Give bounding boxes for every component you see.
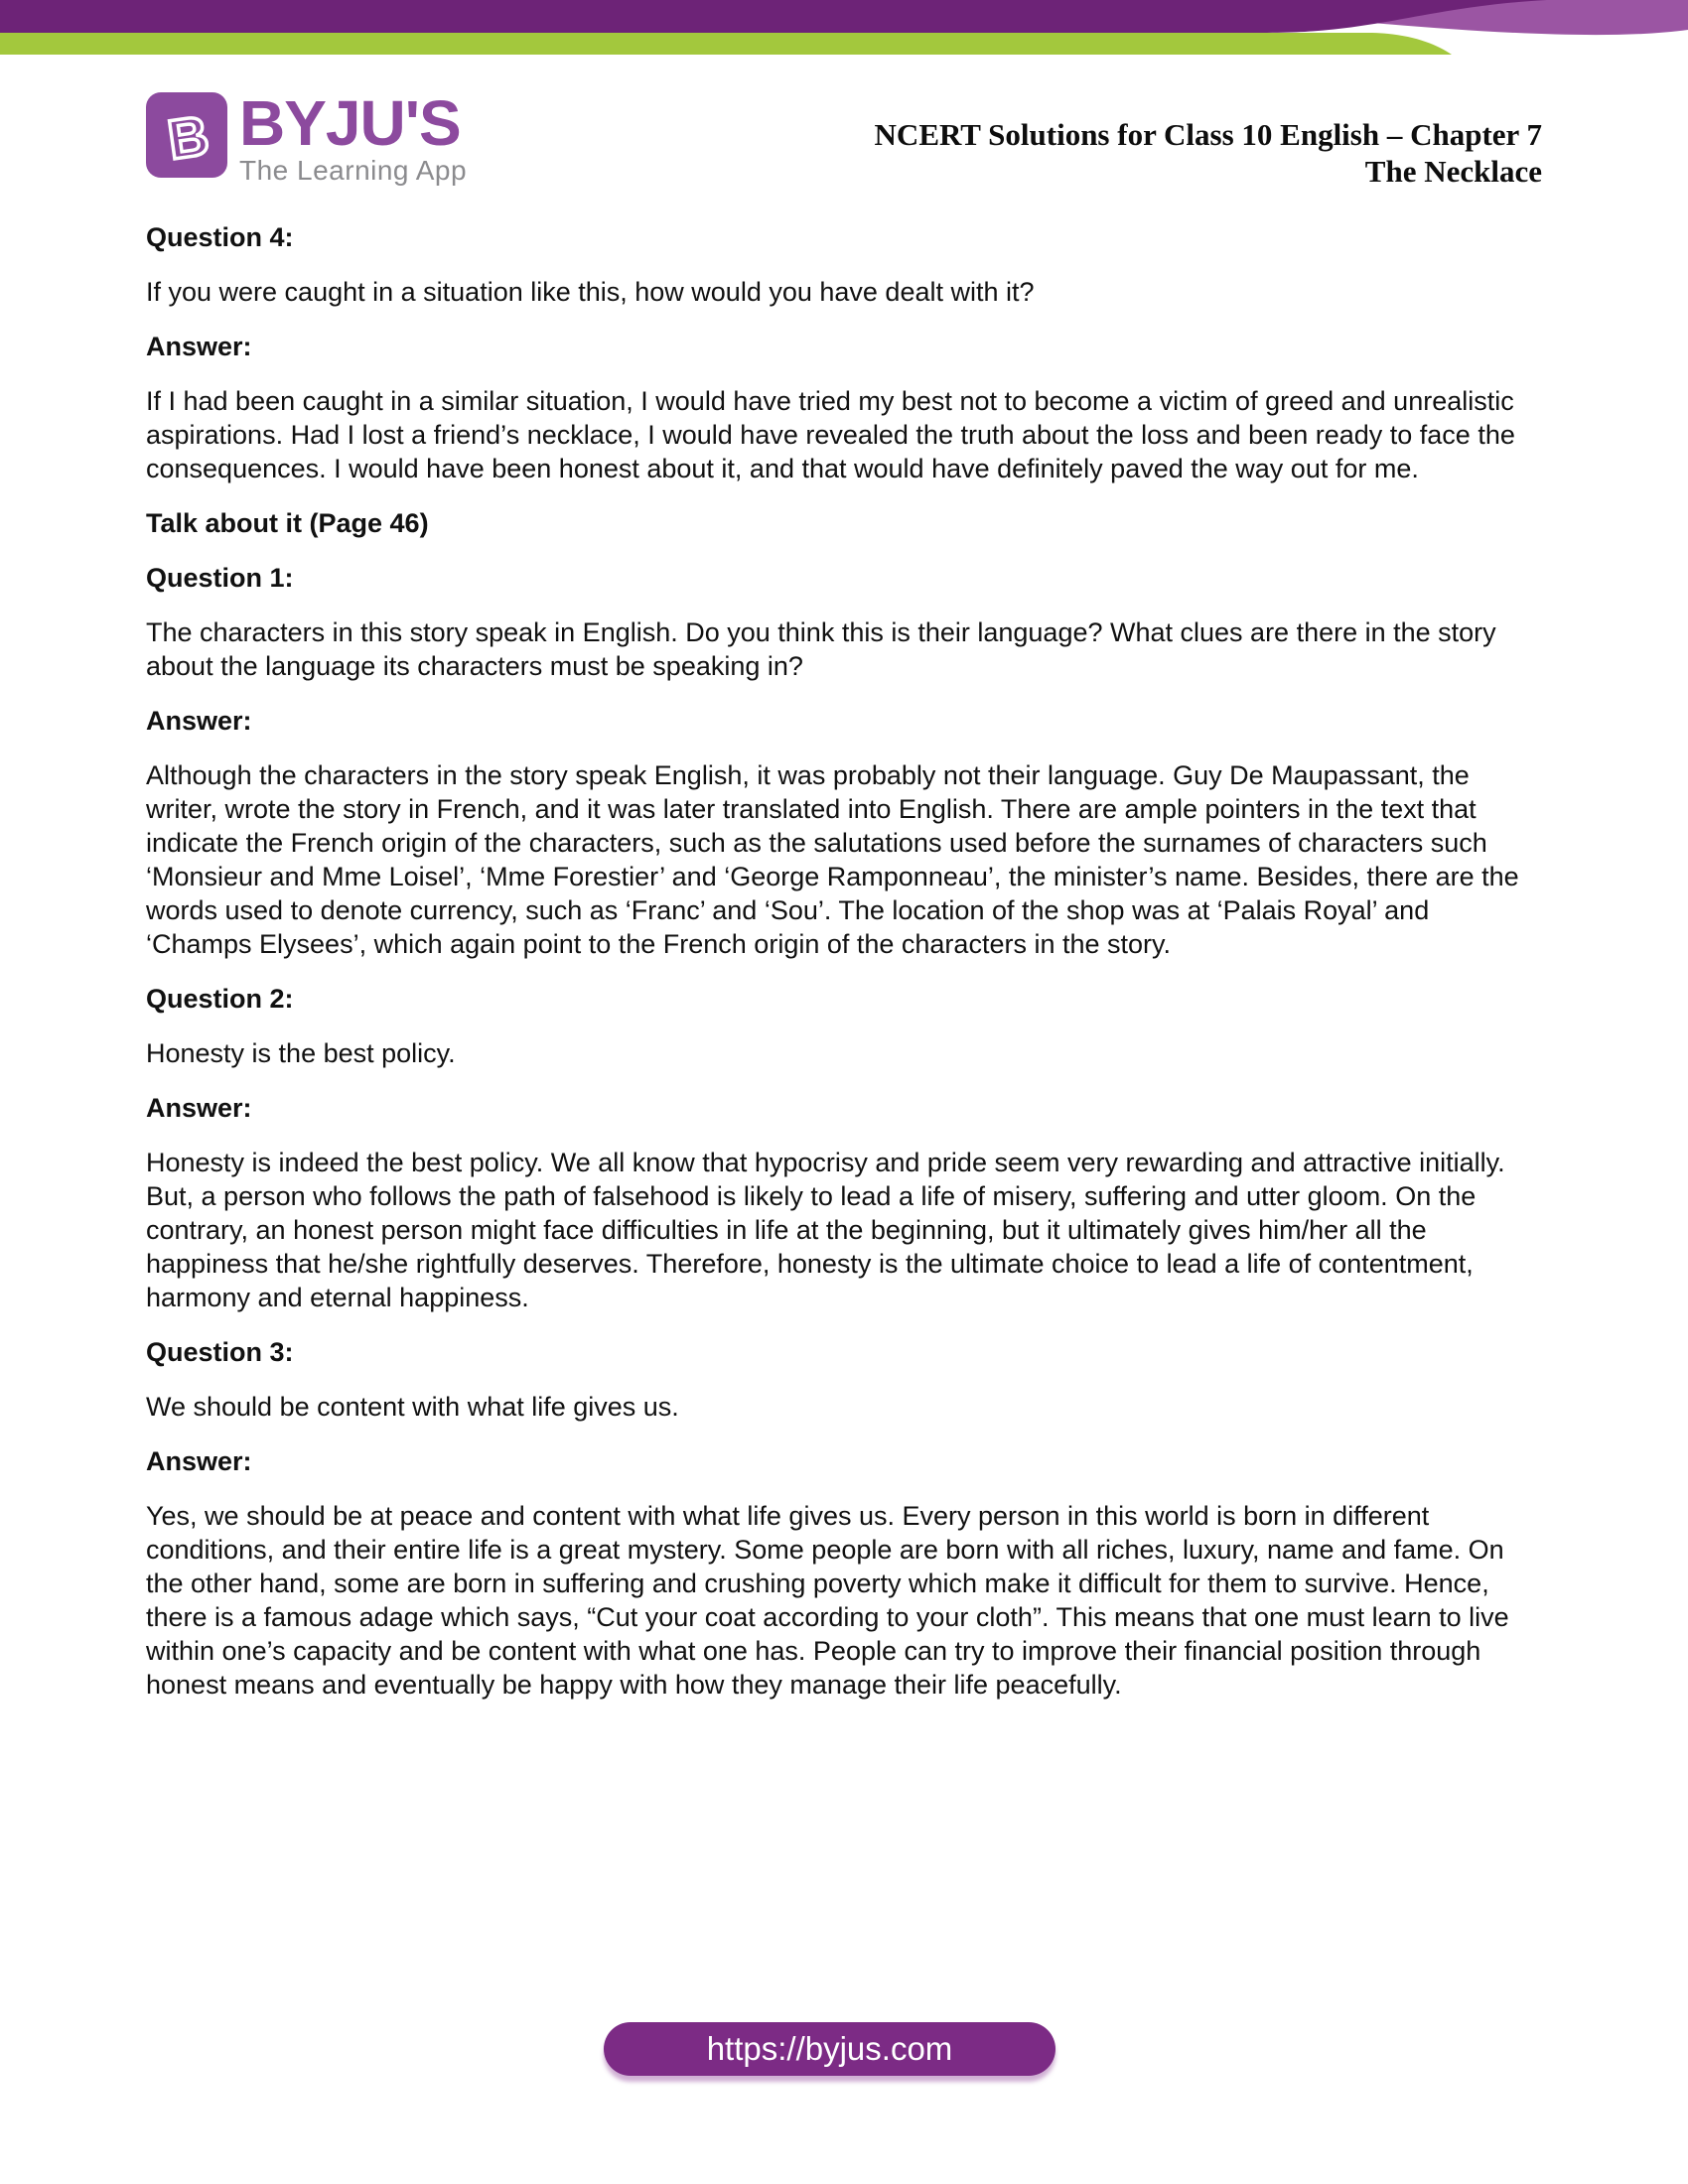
svg-text:B: B [164, 103, 212, 172]
byjus-url-link[interactable]: https://byjus.com [604, 2022, 1055, 2076]
question-text: Honesty is the best policy. [146, 1038, 456, 1068]
answer-heading: Answer: [146, 1093, 252, 1123]
brand-tagline: The Learning App [239, 155, 468, 186]
answer-heading: Answer: [146, 706, 252, 736]
question-text: We should be content with what life gives us. [146, 1392, 679, 1422]
document-body [146, 220, 1542, 1722]
document-title [875, 116, 1542, 190]
question-heading: Question 1: [146, 563, 294, 593]
answer-heading: Answer: [146, 332, 252, 361]
logo-text [239, 87, 468, 186]
document-title-line1: NCERT Solutions for Class 10 English – Chapter 7 [874, 117, 1542, 152]
header-swoosh-decoration [0, 0, 1688, 89]
answer-paragraph: Although the characters in the story speak English, it was probably not their language. Guy De Maupassant, the writer, wrote the story in French, and it was later translated into English. There are ample pointers in the text that indicate the French origin of the characters, such as the salutations used before the surnames of characters such ‘Monsieur and Mme Loisel’, ‘Mme Forestier’ and ‘George Ramponneau’, the minister’s name. Besides, there are the words used to denote currency, such as ‘Franc’ and ‘Sou’. The location of the shop was at ‘Palais Royal’ and ‘Champs Elysees’, which again point to the French origin of the characters in the story. [146, 760, 1519, 959]
byjus-b-icon [146, 92, 227, 178]
document-title-line2: The Necklace [1364, 154, 1542, 189]
question-text: If you were caught in a situation like this, how would you have dealt with it? [146, 277, 1035, 307]
brand-name: BYJU'S [239, 87, 461, 159]
answer-paragraph: Yes, we should be at peace and content with what life gives us. Every person in this world is born in different conditions, and their entire life is a great mystery. Some people are born with all riches, luxury, name and fame. On the other hand, some are born in suffering and crushing poverty which make it difficult for them to survive. Hence, there is a famous adage which says, “Cut your coat according to your cloth”. This means that one must learn to live within one’s capacity and be content with what one has. People can try to improve their financial position through honest means and eventually be happy with how they manage their life peacefully. [146, 1501, 1509, 1700]
question-heading: Question 4: [146, 222, 294, 252]
section-heading: Talk about it (Page 46) [146, 508, 429, 538]
byjus-logo [146, 87, 468, 186]
question-text: The characters in this story speak in English. Do you think this is their language? What clues are there in the story about the language its characters must be speaking in? [146, 617, 1496, 681]
question-heading: Question 3: [146, 1337, 294, 1367]
answer-paragraph: Honesty is indeed the best policy. We all know that hypocrisy and pride seem very rewarding and attractive initially. But, a person who follows the path of falsehood is likely to lead a life of misery, suffering and utter gloom. On the contrary, an honest person might face difficulties in life at the beginning, but it ultimately gives him/her all the happiness that he/she rightfully deserves. Therefore, honesty is the ultimate choice to lead a life of contentment, harmony and eternal happiness. [146, 1148, 1505, 1312]
question-heading: Question 2: [146, 984, 294, 1014]
answer-paragraph: If I had been caught in a similar situation, I would have tried my best not to become a victim of greed and unrealistic aspirations. Had I lost a friend’s necklace, I would have revealed the truth about the loss and been ready to face the consequences. I would have been honest about it, and that would have definitely paved the way out for me. [146, 386, 1515, 483]
header [146, 87, 1542, 190]
answer-heading: Answer: [146, 1446, 252, 1476]
